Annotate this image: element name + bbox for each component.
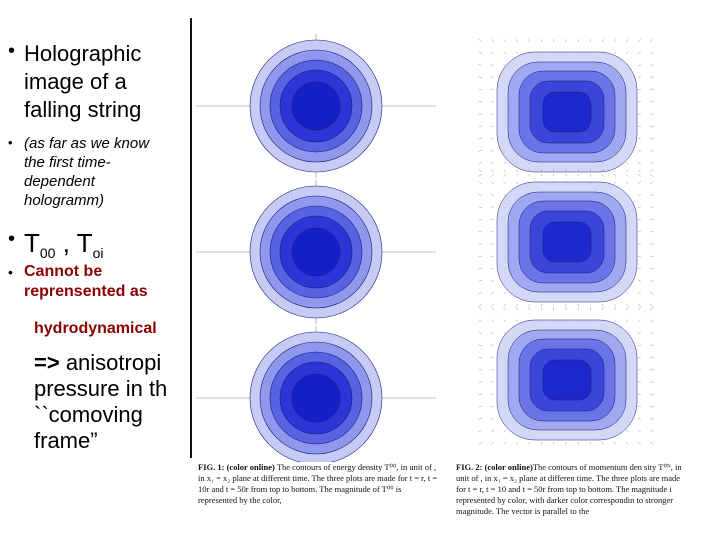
vector-arrow: [626, 430, 628, 432]
vector-arrow: [638, 162, 641, 164]
vector-arrow: [626, 174, 628, 176]
vector-arrow: [590, 442, 591, 444]
energy-density-contour-plots: [190, 18, 442, 462]
vector-arrow: [650, 320, 653, 322]
vector-arrow: [602, 442, 603, 444]
vector-arrow: [491, 207, 494, 208]
vector-arrow: [638, 304, 641, 306]
vector-arrow: [602, 304, 603, 306]
vector-arrow: [491, 320, 494, 322]
figure-1-caption: [198, 462, 438, 506]
vector-arrow: [638, 194, 641, 196]
vector-arrow: [553, 307, 554, 310]
vector-arrow: [626, 39, 628, 42]
vector-arrow: [529, 307, 530, 310]
vector-arrow: [504, 320, 506, 322]
vector-arrow: [614, 182, 616, 184]
vector-arrow: [491, 77, 494, 78]
vector-arrow: [638, 345, 641, 346]
momentum-contour-panel: [479, 169, 654, 306]
vector-arrow: [638, 292, 641, 294]
figure-divider: [190, 18, 192, 458]
vector-arrow: [504, 182, 506, 184]
vector-arrow: [516, 52, 518, 54]
vector-arrow: [650, 304, 653, 306]
bullet-text: Holographic image of a falling string: [24, 41, 142, 122]
momentum-density-contour-plots: [452, 18, 682, 462]
vector-arrow: [650, 174, 653, 176]
vector-arrow: [650, 394, 653, 395]
vector-arrow: [638, 182, 641, 184]
vector-arrow: [602, 174, 603, 176]
tensor-t0i-sub: oi: [92, 245, 104, 262]
vector-arrow: [650, 280, 653, 282]
vector-arrow: [491, 394, 494, 395]
vector-arrow: [638, 126, 641, 127]
vector-arrow: [491, 256, 494, 257]
vector-arrow: [650, 418, 653, 420]
vector-arrow: [479, 345, 482, 346]
vector-arrow: [638, 150, 641, 152]
vector-arrow: [479, 442, 482, 444]
vector-arrow: [638, 39, 641, 42]
vector-arrow: [479, 150, 482, 152]
vector-arrow: [479, 182, 482, 184]
vector-arrow: [614, 39, 616, 42]
vector-arrow: [479, 418, 482, 420]
vector-arrow: [479, 406, 482, 407]
vector-arrow: [650, 182, 653, 184]
vector-arrow: [626, 292, 628, 294]
vector-arrow: [491, 89, 494, 90]
vector-arrow: [602, 39, 603, 42]
vector-arrow: [529, 39, 530, 42]
vector-arrow: [479, 126, 482, 127]
vector-arrow: [516, 39, 518, 42]
vector-arrow: [491, 174, 494, 176]
vector-arrow: [504, 162, 506, 164]
vector-arrow: [650, 162, 653, 164]
vector-arrow: [638, 64, 641, 66]
vector-arrow: [541, 39, 542, 42]
vector-arrow: [553, 304, 554, 306]
vector-arrow: [590, 307, 591, 310]
vector-arrow: [650, 169, 653, 172]
vector-arrow: [491, 219, 494, 220]
vector-arrow: [479, 219, 482, 220]
momentum-contour-panel: [479, 307, 654, 444]
vector-arrow: [626, 182, 628, 184]
contour-ring: [292, 82, 340, 130]
contour-ring: [543, 92, 591, 132]
hydrodynamical-text: hydrodynamical: [34, 320, 157, 337]
vector-arrow: [491, 162, 494, 164]
vector-arrow: [516, 320, 518, 322]
bullet-text: Cannot be reprensented as: [24, 263, 148, 300]
anisotropic-pressure-body: anisotropi pressure in th ``comoving frame”: [34, 350, 168, 453]
vector-arrow: [479, 194, 482, 196]
vector-arrow: [650, 256, 653, 257]
vector-arrow: [491, 52, 494, 54]
vector-arrow: [541, 174, 542, 176]
vector-arrow: [614, 320, 616, 322]
vector-arrow: [491, 280, 494, 282]
vector-arrow: [479, 394, 482, 395]
vector-arrow: [491, 418, 494, 420]
vector-arrow: [650, 430, 653, 432]
vector-arrow: [516, 442, 518, 444]
vector-arrow: [479, 52, 482, 54]
vector-arrow: [479, 357, 482, 358]
vector-arrow: [638, 394, 641, 395]
momentum-density-figure: [452, 18, 682, 524]
anisotropic-pressure-text: [34, 350, 167, 454]
vector-arrow: [479, 268, 482, 269]
vector-arrow: [491, 304, 494, 306]
vector-arrow: [650, 268, 653, 269]
vector-arrow: [650, 219, 653, 220]
vector-arrow: [491, 268, 494, 269]
vector-arrow: [491, 39, 494, 42]
vector-arrow: [491, 194, 494, 196]
vector-arrow: [650, 332, 653, 334]
vector-arrow: [504, 174, 506, 176]
vector-arrow: [650, 77, 653, 78]
vector-arrow: [541, 442, 542, 444]
vector-arrow: [638, 357, 641, 358]
bullet-dot: •: [8, 264, 13, 280]
vector-arrow: [479, 174, 482, 176]
vector-arrow: [479, 207, 482, 208]
vector-arrow: [638, 138, 641, 139]
contour-ring: [543, 222, 591, 262]
vector-arrow: [650, 64, 653, 66]
vector-arrow: [479, 39, 482, 42]
energy-contour-panel: [196, 180, 436, 324]
tensor-t0i: T: [76, 228, 93, 258]
vector-arrow: [491, 64, 494, 66]
vector-arrow: [479, 256, 482, 257]
vector-arrow: [541, 307, 542, 310]
vector-arrow: [626, 307, 628, 310]
vector-arrow: [529, 304, 530, 306]
vector-arrow: [504, 442, 506, 444]
tensor-t00: T: [24, 228, 40, 258]
vector-arrow: [504, 292, 506, 294]
bullet-dot: •: [8, 40, 16, 62]
vector-arrow: [479, 320, 482, 322]
vector-arrow: [650, 194, 653, 196]
vector-arrow: [529, 174, 530, 176]
tensor-separator: ,: [55, 228, 77, 258]
vector-arrow: [626, 169, 628, 172]
vector-arrow: [479, 77, 482, 78]
energy-contour-panel: [196, 326, 436, 462]
vector-arrow: [650, 52, 653, 54]
vector-arrow: [491, 332, 494, 334]
vector-arrow: [491, 138, 494, 139]
vector-arrow: [479, 280, 482, 282]
vector-arrow: [479, 138, 482, 139]
vector-arrow: [479, 162, 482, 164]
vector-arrow: [626, 320, 628, 322]
figure-1-caption-body: The contours of energy density T⁰⁰, in unit of , in x₁ = x₂ plane at different time. The three plots are made for t = r, t = 10r and t = 50r from top to bottom. The magnitude of T⁰⁰ is represented by the color,: [198, 462, 438, 505]
vector-arrow: [614, 442, 616, 444]
vector-arrow: [491, 442, 494, 444]
vector-arrow: [491, 430, 494, 432]
vector-arrow: [638, 77, 641, 78]
vector-arrow: [504, 307, 506, 310]
vector-arrow: [626, 52, 628, 54]
vector-arrow: [516, 304, 518, 306]
vector-arrow: [516, 182, 518, 184]
vector-arrow: [553, 442, 554, 444]
vector-arrow: [650, 89, 653, 90]
vector-arrow: [491, 182, 494, 184]
vector-arrow: [650, 150, 653, 152]
vector-arrow: [638, 219, 641, 220]
vector-arrow: [491, 126, 494, 127]
vector-arrow: [602, 307, 603, 310]
vector-arrow: [504, 430, 506, 432]
contour-ring: [543, 360, 591, 400]
vector-arrow: [614, 174, 616, 176]
vector-arrow: [638, 442, 641, 444]
figure-2-caption-body: The contours of momentum den sity T⁰ᴺ, in unit of , in x₁ = x₂ plane at differen time. The three plots are made for t = r, t = 10 and t = 50r from top to bottom. The magnitude i represented by color, with darker color correspondin to stronger magnitude. The vector is parallel to the: [456, 462, 682, 516]
vector-arrow: [638, 52, 641, 54]
vector-arrow: [504, 169, 506, 172]
vector-arrow: [504, 39, 506, 42]
vector-arrow: [479, 292, 482, 294]
vector-arrow: [504, 52, 506, 54]
vector-arrow: [479, 430, 482, 432]
energy-density-figure: [190, 18, 442, 520]
implies-arrow: =>: [34, 350, 60, 375]
vector-arrow: [479, 332, 482, 334]
vector-arrow: [650, 357, 653, 358]
vector-arrow: [626, 304, 628, 306]
vector-arrow: [516, 174, 518, 176]
vector-arrow: [638, 307, 641, 310]
vector-arrow: [638, 280, 641, 282]
vector-arrow: [614, 304, 616, 306]
vector-arrow: [491, 345, 494, 346]
vector-arrow: [626, 162, 628, 164]
vector-arrow: [491, 307, 494, 310]
vector-arrow: [650, 345, 653, 346]
vector-arrow: [650, 39, 653, 42]
vector-arrow: [650, 126, 653, 127]
vector-arrow: [504, 304, 506, 306]
vector-arrow: [590, 39, 591, 42]
vector-arrow: [614, 52, 616, 54]
vector-arrow: [638, 89, 641, 90]
bullet-text: (as far as we know the first time- dependent hologramm): [24, 135, 150, 209]
figure-2-caption: [456, 462, 682, 517]
momentum-contour-panel: [479, 39, 654, 176]
vector-arrow: [479, 89, 482, 90]
vector-arrow: [553, 39, 554, 42]
vector-arrow: [590, 174, 591, 176]
vector-arrow: [491, 357, 494, 358]
vector-arrow: [626, 442, 628, 444]
vector-arrow: [638, 268, 641, 269]
vector-arrow: [650, 207, 653, 208]
bullet-holographic-image: [8, 40, 184, 124]
vector-arrow: [650, 406, 653, 407]
vector-arrow: [491, 292, 494, 294]
vector-arrow: [491, 406, 494, 407]
vector-arrow: [638, 320, 641, 322]
vector-arrow: [491, 150, 494, 152]
vector-arrow: [529, 442, 530, 444]
vector-arrow: [638, 174, 641, 176]
vector-arrow: [650, 292, 653, 294]
bullet-first-time-dependent: [8, 134, 194, 210]
vector-arrow: [638, 418, 641, 420]
contour-ring: [292, 228, 340, 276]
vector-arrow: [541, 304, 542, 306]
vector-arrow: [491, 169, 494, 172]
vector-arrow: [638, 207, 641, 208]
vector-arrow: [516, 307, 518, 310]
vector-arrow: [638, 406, 641, 407]
figure-1-caption-head: FIG. 1: (color online): [198, 462, 275, 472]
vector-arrow: [638, 332, 641, 334]
vector-arrow: [590, 304, 591, 306]
bullet-cannot-be-represented: [8, 262, 204, 302]
vector-arrow: [479, 307, 482, 310]
vector-arrow: [479, 64, 482, 66]
vector-arrow: [479, 304, 482, 306]
vector-arrow: [614, 307, 616, 310]
vector-arrow: [650, 307, 653, 310]
bullet-dot: •: [8, 135, 13, 150]
vector-arrow: [638, 169, 641, 172]
figure-2-caption-head: FIG. 2: (color online): [456, 462, 533, 472]
bullet-dot: •: [8, 228, 16, 250]
vector-arrow: [516, 169, 518, 172]
vector-arrow: [553, 174, 554, 176]
tensor-t00-sub: 00: [39, 245, 56, 262]
vector-arrow: [638, 430, 641, 432]
vector-arrow: [650, 442, 653, 444]
vector-arrow: [638, 256, 641, 257]
energy-contour-panel: [196, 34, 436, 178]
contour-ring: [292, 374, 340, 422]
vector-arrow: [479, 169, 482, 172]
vector-arrow: [614, 169, 616, 172]
vector-arrow: [650, 138, 653, 139]
